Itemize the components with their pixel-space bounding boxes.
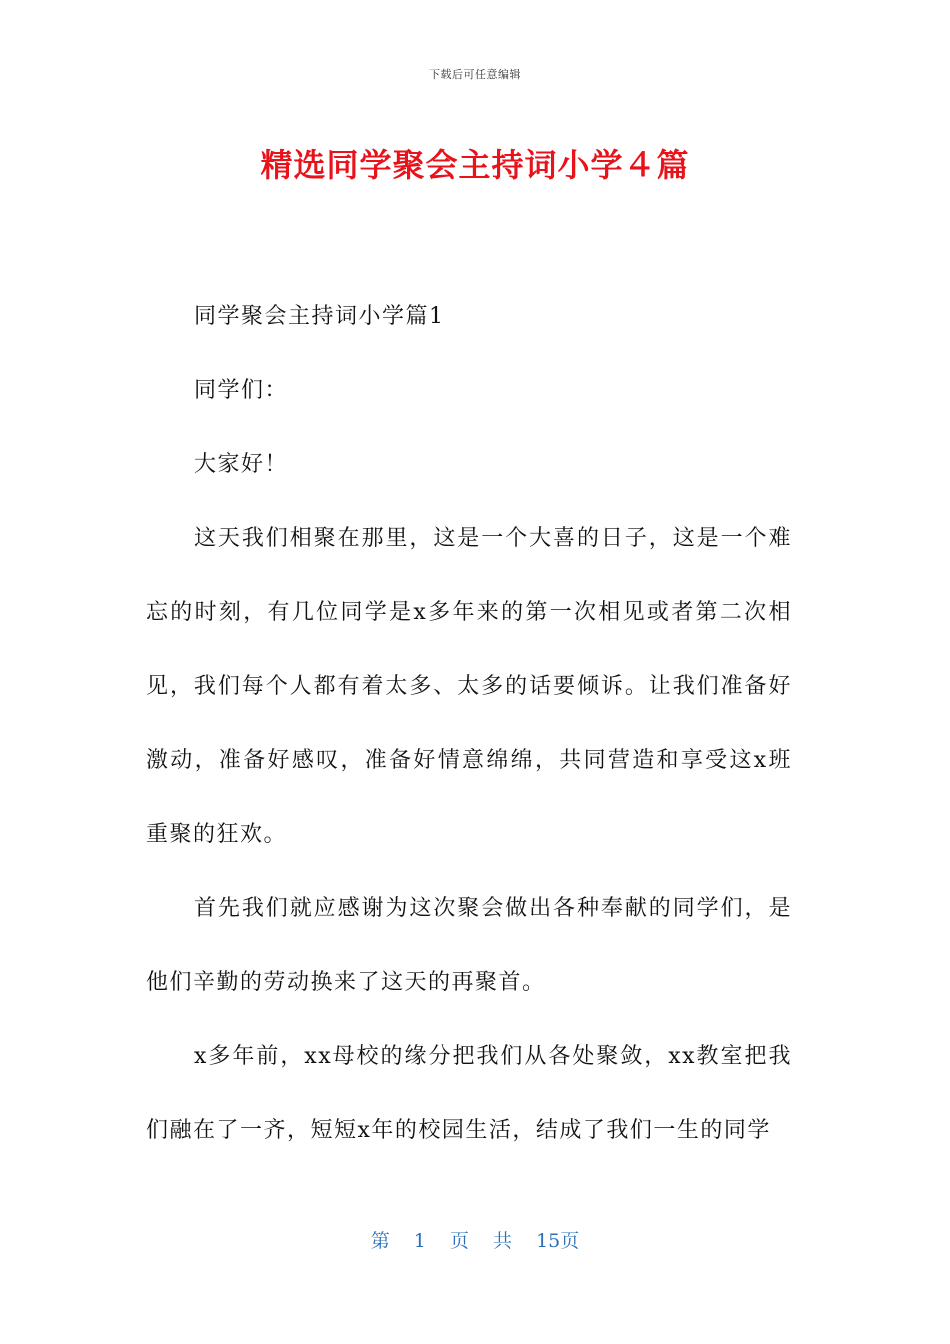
paragraph: 首先我们就应感谢为这次聚会做出各种奉献的同学们，是他们辛勤的劳动换来了这天的再聚首。 <box>146 896 792 995</box>
salutation: 同学们： <box>194 378 289 403</box>
document-title: 精选同学聚会主持词小学４篇 <box>260 146 690 184</box>
page-footer <box>0 1226 950 1253</box>
paragraph: 这天我们相聚在那里，这是一个大喜的日子，这是一个难忘的时刻，有几位同学是x多年来的第一次相见或者第二次相见，我们每个人都有着太多、太多的话要倾诉。让我们准备好激动，准备好感叹，准备好情意绵绵，共同营造和享受这x班重聚的狂欢。 <box>146 526 792 847</box>
current-page-number: 1 <box>413 1230 426 1252</box>
section-heading: 同学聚会主持词小学篇1 <box>194 304 445 329</box>
page-label-mid: 页 <box>449 1230 469 1252</box>
total-pages: 15页 <box>536 1230 580 1252</box>
header-note: 下载后可任意编辑 <box>429 68 521 81</box>
total-label: 共 <box>493 1230 513 1252</box>
greeting: 大家好！ <box>194 452 289 477</box>
paragraph: x多年前，xx母校的缘分把我们从各处聚敛，xx教室把我们融在了一齐，短短x年的校园生活，结成了我们一生的同学 <box>146 1044 792 1143</box>
page-label-prefix: 第 <box>370 1230 390 1252</box>
document-body <box>146 280 792 1168</box>
